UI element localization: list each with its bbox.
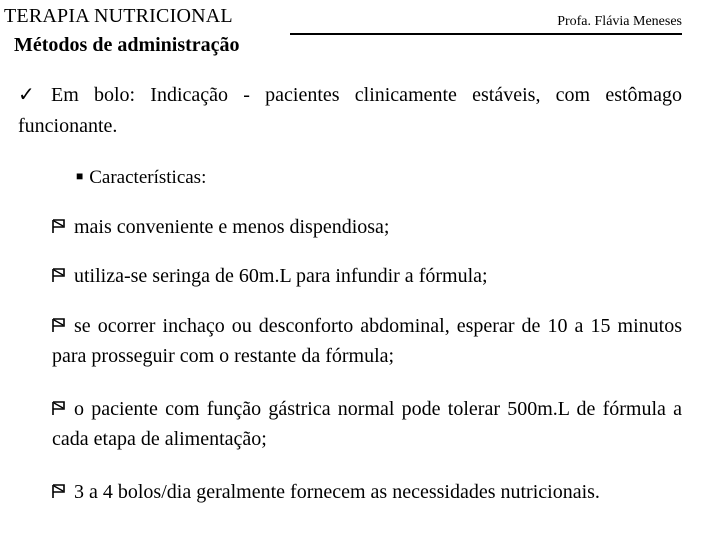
list-item <box>52 311 682 371</box>
bullet-text: o paciente com função gástrica normal pode tolerar 500m.L de fórmula a cada etapa de alimentação; <box>52 398 682 450</box>
author-label: Profa. Flávia Meneses <box>557 14 682 29</box>
page-title: TERAPIA NUTRICIONAL <box>4 5 233 27</box>
square-bullet-icon: ■ <box>76 169 84 183</box>
list-item <box>52 212 682 242</box>
main-point-text: Em bolo: Indicação - pacientes clinicamente estáveis, com estômago funcionante. <box>18 84 682 137</box>
flag-bullet-icon <box>52 318 66 333</box>
header-rule <box>290 33 682 35</box>
bullet-text: se ocorrer inchaço ou desconforto abdominal, esperar de 10 a 15 minutos para prosseguir com o restante da fórmula; <box>52 315 682 367</box>
characteristics-label: Características: <box>89 167 207 188</box>
list-item <box>52 394 682 454</box>
section-subtitle: Métodos de administração <box>14 34 240 56</box>
characteristics-heading <box>76 164 206 190</box>
bullet-text: 3 a 4 bolos/dia geralmente fornecem as necessidades nutricionais. <box>74 481 600 503</box>
flag-bullet-icon <box>52 268 66 283</box>
list-item <box>52 261 682 291</box>
bullet-text: mais conveniente e menos dispendiosa; <box>74 216 390 238</box>
checkmark-icon: ✓ <box>18 84 45 106</box>
list-item <box>52 477 682 507</box>
flag-bullet-icon <box>52 401 66 416</box>
bullet-text: utiliza-se seringa de 60m.L para infundir a fórmula; <box>74 265 488 287</box>
flag-bullet-icon <box>52 219 66 234</box>
flag-bullet-icon <box>52 484 66 499</box>
main-point <box>18 80 682 142</box>
